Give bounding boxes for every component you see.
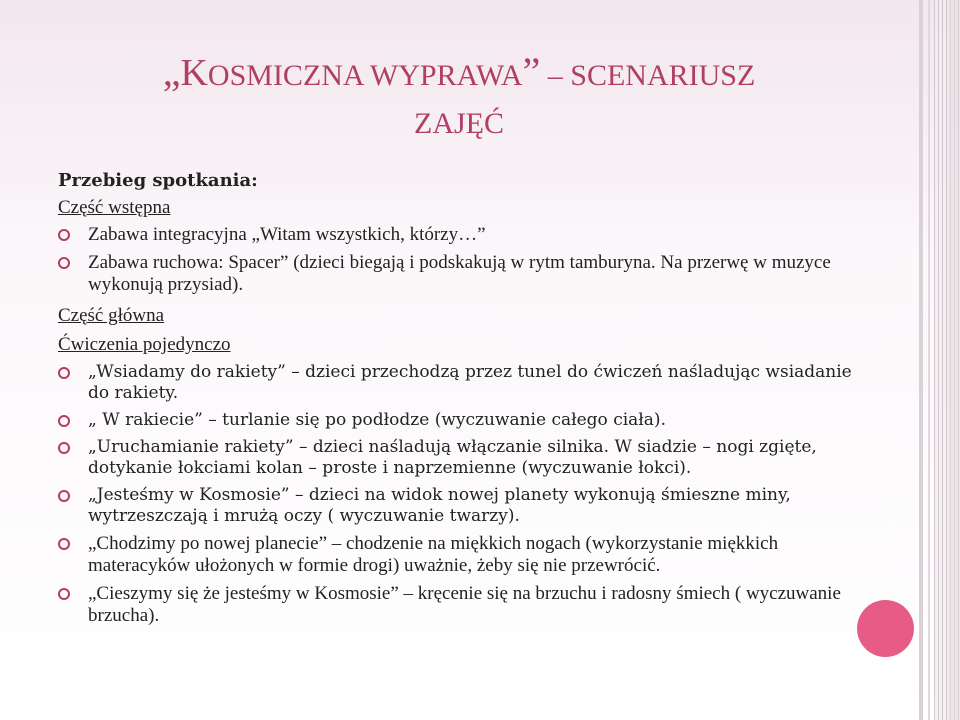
list-item [58, 362, 868, 404]
bullet-ring-icon [58, 367, 70, 379]
decorative-stripe [919, 0, 923, 720]
title-line-2: ZAJĘĆ [414, 107, 504, 140]
list-item [58, 252, 868, 296]
section-main-label: Część główna [58, 305, 165, 326]
bullet-ring-icon [58, 229, 70, 241]
section-individual-label: Ćwiczenia pojedynczo [58, 334, 231, 355]
list-item [58, 410, 868, 431]
list-item [58, 485, 868, 527]
title-line-1 [64, 48, 854, 100]
section-intro-label: Część wstępna [58, 197, 171, 218]
decorative-stripe [948, 0, 960, 720]
list-item [58, 533, 868, 577]
section-heading: Przebieg spotkania: [58, 170, 258, 191]
list-item-text: Zabawa integracyjna „Witam wszystkich, którzy…” [88, 224, 486, 245]
list-item-text: „Uruchamianie rakiety” – dzieci naśladują włączanie silnika. W siadzie – nogi zgięte, dotykanie łokciami kolan – proste i naprzemienne (wyczuwanie łokci). [88, 437, 817, 478]
list-item [58, 583, 868, 627]
title-main: OSMICZNA WYPRAWA [207, 59, 523, 92]
list-item-text: „ W rakiecie” – turlanie się po podłodze (wyczuwanie całego ciała). [88, 410, 666, 430]
title-initial: K [180, 52, 208, 94]
list-item-text: Zabawa ruchowa: Spacer” (dzieci biegają i podskakują w rytm tamburyna. Na przerwę w muzyce wykonują przysiad). [88, 252, 831, 295]
bullet-ring-icon [58, 257, 70, 269]
list-item-text: „Cieszymy się że jesteśmy w Kosmosie” – kręcenie się na brzuchu i radosny śmiech ( wyczuwanie brzucha). [88, 583, 841, 626]
title-quote-open: „ [162, 49, 181, 94]
title-scenario: – SCENARIUSZ [540, 59, 756, 92]
slide-title [64, 48, 854, 148]
slide-content [58, 168, 868, 633]
list-item [58, 437, 868, 479]
bullet-ring-icon [58, 415, 70, 427]
bullet-ring-icon [58, 442, 70, 454]
title-quote-close: ” [522, 49, 541, 94]
main-list [58, 362, 868, 627]
bullet-ring-icon [58, 588, 70, 600]
list-item-text: „Chodzimy po nowej planecie” – chodzenie na miękkich nogach (wykorzystanie miękkich materacyków ułożonych w formie drogi) uważnie, żeby się nie przewrócić. [88, 533, 779, 576]
list-item [58, 224, 868, 246]
list-item-text: „Jesteśmy w Kosmosie” – dzieci na widok nowej planety wykonują śmieszne miny, wytrzeszczają i mrużą oczy ( wyczuwanie twarzy). [88, 485, 791, 526]
bullet-ring-icon [58, 538, 70, 550]
list-item-text: „Wsiadamy do rakiety” – dzieci przechodzą przez tunel do ćwiczeń naśladując wsiadanie do rakiety. [88, 362, 852, 403]
decorative-stripe [928, 0, 930, 720]
intro-list [58, 224, 868, 296]
bullet-ring-icon [58, 490, 70, 502]
